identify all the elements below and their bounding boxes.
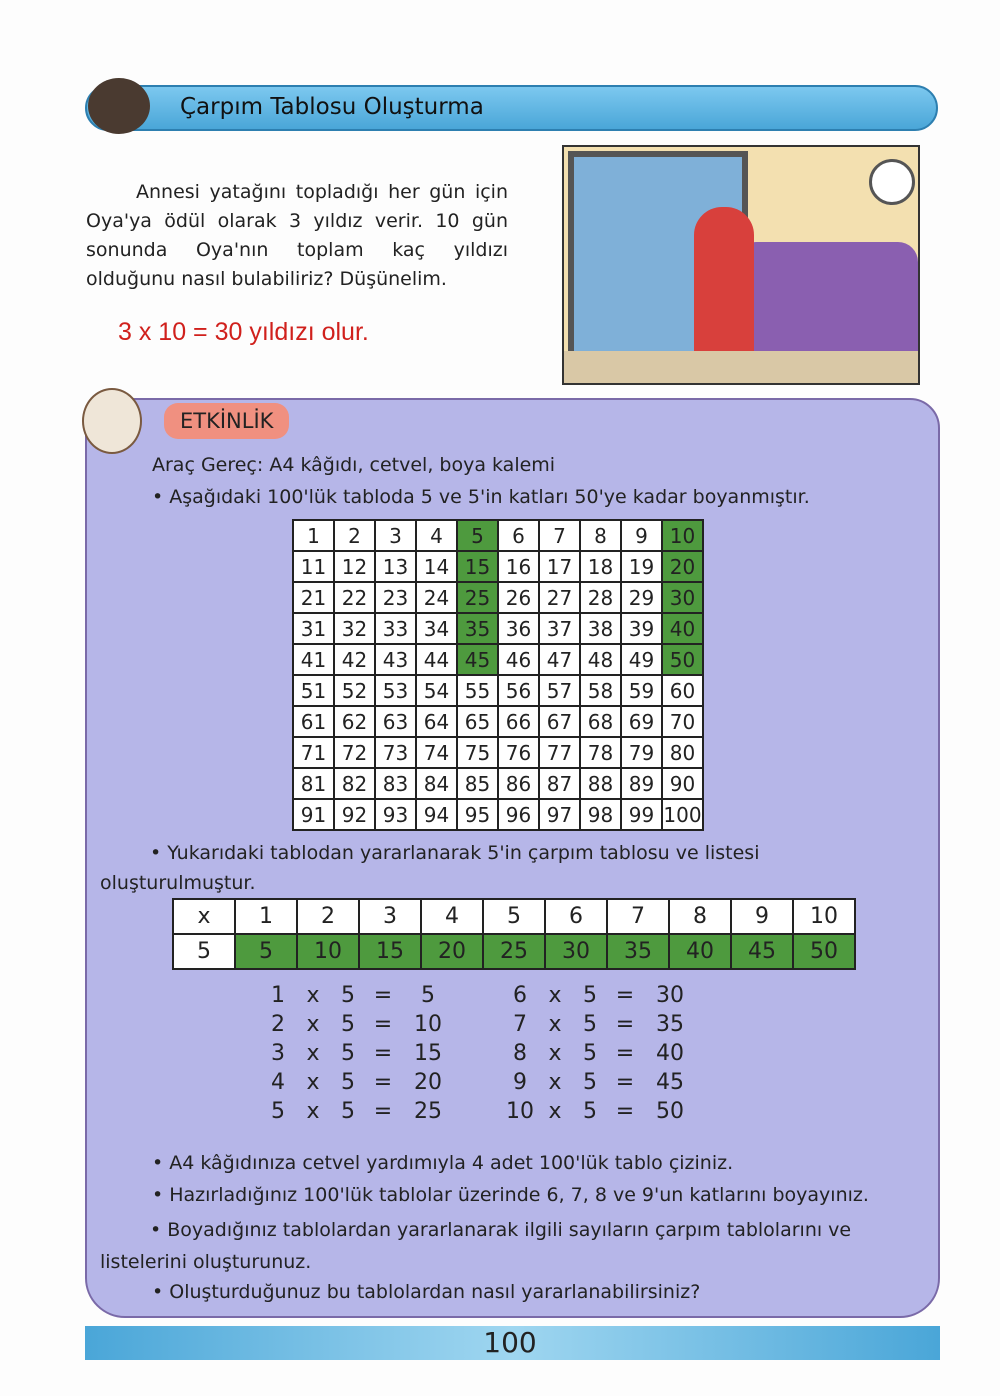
equation-token: 25: [414, 1099, 442, 1124]
activity-badge: ETKİNLİK: [164, 403, 289, 439]
chart-row: [293, 768, 703, 799]
equation-token: 50: [656, 1099, 684, 1124]
mult-cell: 4: [421, 899, 483, 934]
chart-cell: 11: [293, 551, 334, 582]
chart-cell: 76: [498, 737, 539, 768]
chart-cell: 51: [293, 675, 334, 706]
equation-token: =: [615, 1012, 635, 1037]
mult-cell: 30: [545, 934, 607, 969]
owl-mascot-icon: [88, 78, 150, 134]
equation-token: 5: [341, 983, 355, 1008]
chart-cell: 99: [621, 799, 662, 830]
chart-cell: 92: [334, 799, 375, 830]
chart-cell: 82: [334, 768, 375, 799]
hundred-chart: [292, 519, 704, 831]
equation-token: 6: [513, 983, 527, 1008]
equation-token: 5: [583, 1099, 597, 1124]
chart-cell: 14: [416, 551, 457, 582]
instruction-4: • Hazırladığınız 100'lük tablolar üzerinde 6, 7, 8 ve 9'un katlarını boyayınız.: [152, 1184, 869, 1206]
handwritten-answer: 3 x 10 = 30 yıldızı olur.: [118, 318, 369, 346]
chart-row: [293, 644, 703, 675]
chart-row: [293, 520, 703, 551]
chart-cell: 50: [662, 644, 703, 675]
chart-cell: 85: [457, 768, 498, 799]
chart-cell: 91: [293, 799, 334, 830]
chart-row: [293, 675, 703, 706]
equations-right: [500, 983, 700, 1124]
chart-cell: 72: [334, 737, 375, 768]
instruction-2: • Yukarıdaki tablodan yararlanarak 5'in çarpım tablosu ve listesi oluşturulmuştur.: [100, 842, 760, 894]
chart-cell: 25: [457, 582, 498, 613]
chart-cell: 7: [539, 520, 580, 551]
chart-row: [293, 613, 703, 644]
chart-cell: 24: [416, 582, 457, 613]
multiplication-table-5: [172, 898, 856, 970]
chart-cell: 43: [375, 644, 416, 675]
equation-token: 15: [414, 1041, 442, 1066]
chart-cell: 16: [498, 551, 539, 582]
chart-cell: 45: [457, 644, 498, 675]
chart-row: [293, 737, 703, 768]
mult-cell: x: [173, 899, 235, 934]
chart-cell: 83: [375, 768, 416, 799]
chart-cell: 53: [375, 675, 416, 706]
chart-cell: 55: [457, 675, 498, 706]
chart-cell: 89: [621, 768, 662, 799]
equation-token: x: [306, 1041, 320, 1066]
mult-cell: 2: [297, 899, 359, 934]
instruction-5: • Boyadığınız tablolardan yararlanarak ilgili sayıların çarpım tablolarını ve listelerini oluşturunuz.: [100, 1219, 852, 1273]
chart-row: [293, 551, 703, 582]
equation-token: 5: [583, 1041, 597, 1066]
chart-cell: 54: [416, 675, 457, 706]
equation-token: 2: [271, 1012, 285, 1037]
chart-cell: 21: [293, 582, 334, 613]
equation-token: 5: [341, 1041, 355, 1066]
equation-token: =: [615, 1041, 635, 1066]
chart-cell: 28: [580, 582, 621, 613]
equation-token: 10: [414, 1012, 442, 1037]
chart-cell: 98: [580, 799, 621, 830]
chart-cell: 78: [580, 737, 621, 768]
equation-token: 5: [583, 1012, 597, 1037]
chart-cell: 96: [498, 799, 539, 830]
chart-cell: 8: [580, 520, 621, 551]
chart-cell: 30: [662, 582, 703, 613]
instruction-3: • A4 kâğıdınıza cetvel yardımıyla 4 adet 100'lük tablo çiziniz.: [152, 1152, 734, 1174]
page-number: 100: [483, 1326, 537, 1359]
equation-token: 8: [513, 1041, 527, 1066]
chart-cell: 6: [498, 520, 539, 551]
equation-token: =: [373, 983, 393, 1008]
floor: [564, 351, 920, 385]
equation-token: x: [548, 1012, 562, 1037]
mult-cell: 40: [669, 934, 731, 969]
chart-cell: 86: [498, 768, 539, 799]
equation-token: 5: [341, 1070, 355, 1095]
chart-cell: 35: [457, 613, 498, 644]
chart-cell: 87: [539, 768, 580, 799]
chart-cell: 100: [662, 799, 703, 830]
chart-cell: 73: [375, 737, 416, 768]
chart-cell: 12: [334, 551, 375, 582]
mult-cell: 10: [297, 934, 359, 969]
chart-cell: 34: [416, 613, 457, 644]
mult-cell: 10: [793, 899, 855, 934]
mult-cell: 5: [235, 934, 297, 969]
chart-cell: 57: [539, 675, 580, 706]
equations-left: [258, 983, 458, 1124]
mult-cell: 6: [545, 899, 607, 934]
girl-figure: [694, 207, 754, 357]
equation-token: x: [306, 983, 320, 1008]
chart-cell: 4: [416, 520, 457, 551]
chart-cell: 26: [498, 582, 539, 613]
equation-token: 5: [583, 983, 597, 1008]
mult-cell: 5: [173, 934, 235, 969]
chart-cell: 49: [621, 644, 662, 675]
chart-cell: 74: [416, 737, 457, 768]
chart-cell: 60: [662, 675, 703, 706]
equation-token: =: [373, 1041, 393, 1066]
equation-token: 45: [656, 1070, 684, 1095]
chart-cell: 29: [621, 582, 662, 613]
equation-token: 5: [421, 983, 435, 1008]
chart-cell: 67: [539, 706, 580, 737]
chart-cell: 75: [457, 737, 498, 768]
materials-text: Araç Gereç: A4 kâğıdı, cetvel, boya kalemi: [152, 454, 556, 476]
chart-cell: 27: [539, 582, 580, 613]
owl-teacher-icon: [82, 388, 142, 454]
mult-row: [173, 934, 855, 969]
chart-cell: 95: [457, 799, 498, 830]
bed-image: [736, 242, 918, 352]
chart-cell: 65: [457, 706, 498, 737]
mult-cell: 20: [421, 934, 483, 969]
chart-cell: 1: [293, 520, 334, 551]
chart-cell: 23: [375, 582, 416, 613]
chart-cell: 19: [621, 551, 662, 582]
chart-cell: 44: [416, 644, 457, 675]
chart-cell: 33: [375, 613, 416, 644]
chart-cell: 59: [621, 675, 662, 706]
mult-cell: 50: [793, 934, 855, 969]
chart-cell: 94: [416, 799, 457, 830]
chart-cell: 77: [539, 737, 580, 768]
chart-cell: 61: [293, 706, 334, 737]
mult-row: [173, 899, 855, 934]
chart-cell: 32: [334, 613, 375, 644]
equation-token: x: [306, 1012, 320, 1037]
chart-cell: 79: [621, 737, 662, 768]
chart-row: [293, 799, 703, 830]
equation-token: 40: [656, 1041, 684, 1066]
chart-cell: 81: [293, 768, 334, 799]
chart-cell: 66: [498, 706, 539, 737]
equation-token: =: [373, 1070, 393, 1095]
equation-token: x: [306, 1070, 320, 1095]
chart-row: [293, 582, 703, 613]
mult-cell: 5: [483, 899, 545, 934]
chart-cell: 37: [539, 613, 580, 644]
chart-cell: 10: [662, 520, 703, 551]
chart-cell: 46: [498, 644, 539, 675]
chart-cell: 22: [334, 582, 375, 613]
equation-token: 20: [414, 1070, 442, 1095]
chart-cell: 3: [375, 520, 416, 551]
chart-cell: 71: [293, 737, 334, 768]
chart-cell: 18: [580, 551, 621, 582]
equation-token: 35: [656, 1012, 684, 1037]
equation-token: x: [548, 1041, 562, 1066]
chart-cell: 58: [580, 675, 621, 706]
mult-cell: 15: [359, 934, 421, 969]
chart-cell: 88: [580, 768, 621, 799]
chart-cell: 70: [662, 706, 703, 737]
chart-cell: 2: [334, 520, 375, 551]
mult-cell: 1: [235, 899, 297, 934]
chart-cell: 31: [293, 613, 334, 644]
equation-token: =: [615, 1070, 635, 1095]
chart-cell: 68: [580, 706, 621, 737]
chart-cell: 41: [293, 644, 334, 675]
chart-cell: 17: [539, 551, 580, 582]
chart-cell: 80: [662, 737, 703, 768]
chart-cell: 5: [457, 520, 498, 551]
mult-cell: 3: [359, 899, 421, 934]
page-title: Çarpım Tablosu Oluşturma: [180, 94, 484, 120]
chart-cell: 40: [662, 613, 703, 644]
chart-cell: 38: [580, 613, 621, 644]
mult-cell: 8: [669, 899, 731, 934]
equation-token: 30: [656, 983, 684, 1008]
chart-cell: 56: [498, 675, 539, 706]
chart-cell: 63: [375, 706, 416, 737]
chart-cell: 69: [621, 706, 662, 737]
equation-token: 7: [513, 1012, 527, 1037]
girl-making-bed-illustration: [562, 145, 920, 385]
equation-token: 10: [506, 1099, 534, 1124]
chart-cell: 47: [539, 644, 580, 675]
chart-cell: 39: [621, 613, 662, 644]
mult-cell: 35: [607, 934, 669, 969]
equation-token: 9: [513, 1070, 527, 1095]
equation-token: x: [548, 983, 562, 1008]
equation-token: =: [615, 1099, 635, 1124]
chart-cell: 62: [334, 706, 375, 737]
chart-cell: 84: [416, 768, 457, 799]
mult-cell: 45: [731, 934, 793, 969]
chart-cell: 15: [457, 551, 498, 582]
instruction-6: • Oluşturduğunuz bu tablolardan nasıl yararlanabilirsiniz?: [152, 1281, 701, 1303]
chart-cell: 64: [416, 706, 457, 737]
story-text: Annesi yatağını topladığı her gün için Oya'ya ödül olarak 3 yıldız verir. 10 gün sonunda Oya'nın toplam kaç yıldızı olduğunu nasıl bulabiliriz? Düşünelim.: [86, 181, 508, 290]
mult-cell: 7: [607, 899, 669, 934]
chart-cell: 93: [375, 799, 416, 830]
clock-icon: [869, 159, 915, 205]
equation-token: =: [373, 1012, 393, 1037]
equation-token: =: [615, 983, 635, 1008]
mult-cell: 25: [483, 934, 545, 969]
equation-token: 5: [583, 1070, 597, 1095]
equation-token: =: [373, 1099, 393, 1124]
chart-cell: 13: [375, 551, 416, 582]
equation-token: 5: [271, 1099, 285, 1124]
equation-token: 4: [271, 1070, 285, 1095]
chart-cell: 20: [662, 551, 703, 582]
mult-cell: 9: [731, 899, 793, 934]
equation-token: x: [306, 1099, 320, 1124]
equation-token: x: [548, 1099, 562, 1124]
equation-token: x: [548, 1070, 562, 1095]
chart-row: [293, 706, 703, 737]
chart-cell: 9: [621, 520, 662, 551]
chart-cell: 48: [580, 644, 621, 675]
chart-cell: 42: [334, 644, 375, 675]
equation-token: 3: [271, 1041, 285, 1066]
chart-cell: 90: [662, 768, 703, 799]
chart-cell: 97: [539, 799, 580, 830]
instruction-1: • Aşağıdaki 100'lük tabloda 5 ve 5'in katları 50'ye kadar boyanmıştır.: [152, 486, 810, 508]
chart-cell: 36: [498, 613, 539, 644]
equation-token: 1: [271, 983, 285, 1008]
equation-token: 5: [341, 1012, 355, 1037]
equation-token: 5: [341, 1099, 355, 1124]
chart-cell: 52: [334, 675, 375, 706]
